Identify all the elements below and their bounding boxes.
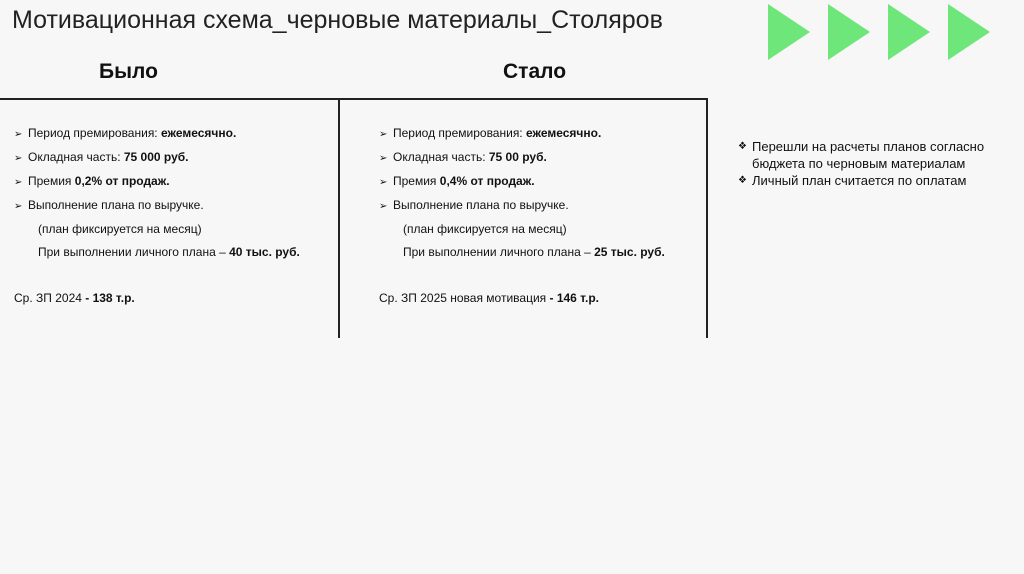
now-personal-row: При выполнении личного плана – 25 тыс. руб. — [403, 245, 665, 259]
arrows-decoration — [766, 4, 1016, 60]
was-plan-note: (план фиксируется на месяц) — [38, 222, 202, 236]
arrow-bullet-icon: ➢ — [14, 129, 23, 140]
was-average-salary: Ср. ЗП 2024 - 138 т.р. — [14, 291, 135, 305]
slide-title: Мотивационная схема_черновые материалы_Столяров — [12, 6, 663, 34]
now-period-row: ➢ Период премирования: ежемесячно. — [379, 122, 699, 146]
table-right-border — [706, 98, 708, 338]
arrow-bullet-icon: ➢ — [14, 201, 23, 212]
was-personal-row: При выполнении личного плана – 40 тыс. руб. — [38, 245, 300, 259]
column-divider — [338, 98, 340, 338]
diamond-bullet-icon: ❖ — [738, 141, 747, 152]
now-salary-row: ➢ Окладная часть: 75 00 руб. — [379, 146, 699, 170]
now-average-salary: Ср. ЗП 2025 новая мотивация - 146 т.р. — [379, 291, 599, 305]
table-top-border — [0, 98, 708, 100]
play-arrow-icon — [948, 4, 990, 60]
note-item: ❖ Личный план считается по оплатам — [738, 173, 967, 188]
was-salary-row: ➢ Окладная часть: 75 000 руб. — [14, 146, 334, 170]
arrow-bullet-icon: ➢ — [379, 153, 388, 164]
was-bonus-row: ➢ Премия 0,2% от продаж. — [14, 170, 334, 194]
now-bonus-row: ➢ Премия 0,4% от продаж. — [379, 170, 699, 194]
now-column — [379, 122, 699, 310]
arrow-bullet-icon: ➢ — [14, 153, 23, 164]
play-arrow-icon — [888, 4, 930, 60]
heading-was: Было — [99, 60, 158, 83]
was-column — [14, 122, 334, 310]
now-plan-row: ➢ Выполнение плана по выручке. — [379, 194, 699, 218]
notes-list — [738, 138, 1018, 189]
heading-now: Стало — [503, 60, 567, 83]
was-plan-row: ➢ Выполнение плана по выручке. — [14, 194, 334, 218]
arrow-bullet-icon: ➢ — [379, 201, 388, 212]
diamond-bullet-icon: ❖ — [738, 175, 747, 186]
now-plan-note: (план фиксируется на месяц) — [403, 222, 567, 236]
arrow-bullet-icon: ➢ — [14, 177, 23, 188]
play-arrow-icon — [768, 4, 810, 60]
arrow-bullet-icon: ➢ — [379, 177, 388, 188]
play-arrow-icon — [828, 4, 870, 60]
was-period-row: ➢ Период премирования: ежемесячно. — [14, 122, 334, 146]
note-item: ❖ Перешли на расчеты планов согласно бюджета по черновым материалам — [738, 139, 985, 171]
arrow-bullet-icon: ➢ — [379, 129, 388, 140]
